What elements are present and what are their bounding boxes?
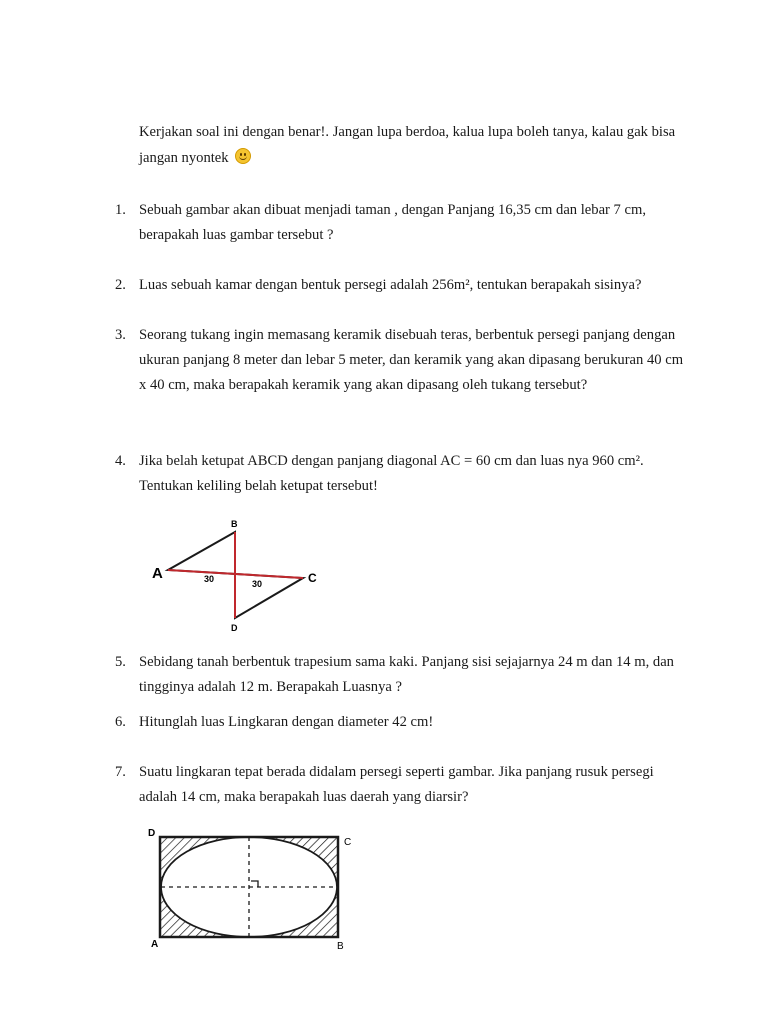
corner-c-label: C — [344, 837, 352, 848]
question-text: Suatu lingkaran tepat berada didalam persegi seperti gambar. Jika panjang rusuk persegi adalah 14 cm, maka berapakah luas daerah yang diarsir? — [139, 764, 654, 805]
rhombus-diagram — [140, 512, 340, 638]
segment-label-left: 30 — [204, 574, 215, 584]
instructions — [139, 119, 679, 171]
question-number: 2. — [115, 277, 126, 293]
vertex-c-label: C — [308, 571, 317, 585]
corner-d-label: D — [148, 828, 156, 839]
corner-b-label: B — [337, 941, 344, 952]
question-6 — [115, 710, 685, 735]
question-number: 7. — [115, 764, 126, 780]
question-number: 3. — [115, 327, 126, 343]
question-5 — [115, 650, 685, 700]
vertex-d-label: D — [231, 623, 238, 633]
vertex-a-label: A — [152, 565, 163, 582]
corner-a-label: A — [151, 939, 159, 950]
segment-label-right: 30 — [252, 579, 263, 589]
square-circle-diagram — [140, 822, 370, 952]
question-number: 5. — [115, 654, 126, 670]
question-number: 6. — [115, 714, 126, 730]
question-1 — [115, 198, 685, 248]
question-number: 1. — [115, 202, 126, 218]
question-text: Jika belah ketupat ABCD dengan panjang diagonal AC = 60 cm dan luas nya 960 cm². Tentukan keliling belah ketupat tersebut! — [139, 453, 644, 494]
question-4 — [115, 449, 685, 499]
vertex-b-label: B — [231, 519, 238, 529]
question-2 — [115, 273, 685, 298]
question-3 — [115, 323, 685, 398]
question-text: Luas sebuah kamar dengan bentuk persegi adalah 256m², tentukan berapakah sisinya? — [139, 277, 642, 293]
question-7 — [115, 760, 685, 810]
instructions-text: Kerjakan soal ini dengan benar!. Jangan lupa berdoa, kalua lupa boleh tanya, kalau gak bisa jangan nyontek — [139, 124, 676, 166]
question-text: Sebidang tanah berbentuk trapesium sama kaki. Panjang sisi sejajarnya 24 m dan 14 m, dan tingginya adalah 12 m. Berapakah Luasnya ? — [139, 654, 674, 695]
question-text: Seorang tukang ingin memasang keramik disebuah teras, berbentuk persegi panjang dengan ukuran panjang 8 meter dan lebar 5 meter, dan keramik yang akan dipasang berukuran 40 cm x 40 cm, maka berapakah keramik yang akan dipasang oleh tukang tersebut? — [139, 327, 684, 393]
question-text: Hitunglah luas Lingkaran dengan diameter 42 cm! — [139, 714, 434, 730]
question-number: 4. — [115, 453, 126, 469]
smiley-icon — [235, 148, 251, 164]
question-text: Sebuah gambar akan dibuat menjadi taman , dengan Panjang 16,35 cm dan lebar 7 cm, berapakah luas gambar tersebut ? — [139, 202, 646, 243]
